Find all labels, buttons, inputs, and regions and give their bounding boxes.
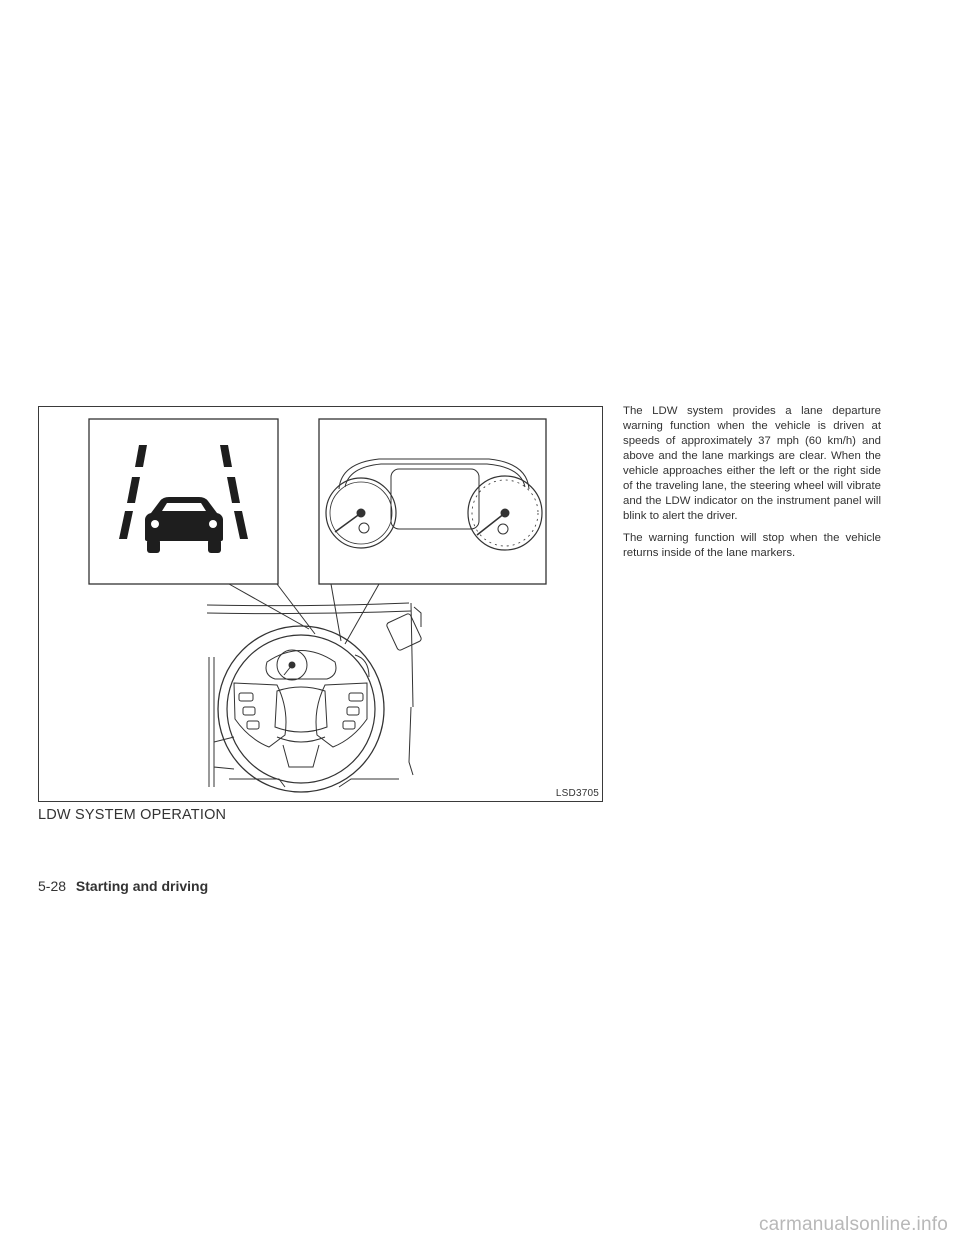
page-number: 5-28: [38, 878, 67, 894]
body-text: [623, 404, 881, 568]
paragraph: The warning function will stop when the vehicle returns inside of the lane markers.: [623, 532, 881, 559]
figure-caption: LDW SYSTEM OPERATION: [38, 807, 227, 823]
steering-wheel-illustration: [207, 603, 422, 792]
figure-code: LSD3705: [555, 788, 599, 799]
paragraph: The LDW system provides a lane departure warning function when the vehicle is driven at speeds of approximately 37 mph (60 km/h) and above and the lane markings are clear. When the vehicle approaches either the left or the right side of the traveling lane, the steering wheel will vibrate and the LDW indicator on the instrument panel will blink to alert the driver.: [623, 405, 881, 522]
page-footer: [38, 878, 208, 894]
watermark[interactable]: carmanualsonline.info: [758, 1214, 948, 1235]
ldw-illustration: [39, 407, 604, 803]
instrument-panel-callout: [319, 419, 546, 584]
section-title: Starting and driving: [75, 878, 209, 894]
ldw-figure: [38, 406, 603, 802]
ldw-indicator-callout: [89, 419, 278, 584]
